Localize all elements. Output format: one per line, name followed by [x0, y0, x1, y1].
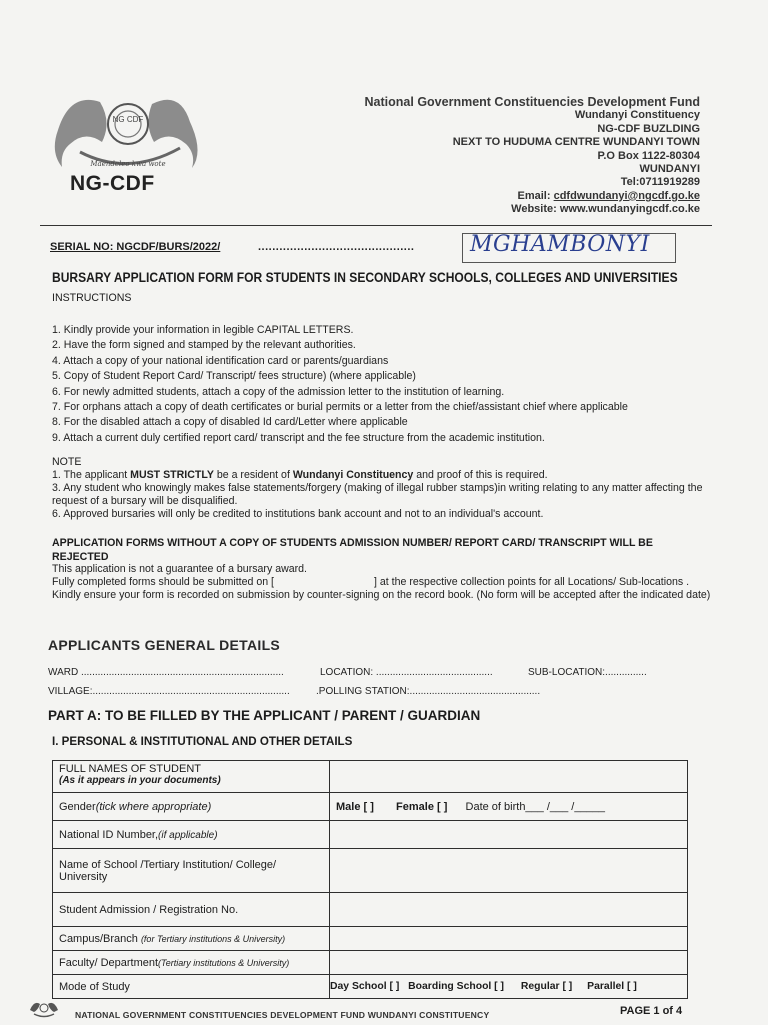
note-list — [52, 469, 712, 521]
table-row: National ID Number,(if applicable) — [53, 821, 688, 849]
day-school-checkbox[interactable]: Day School [ ] — [330, 981, 400, 992]
org-constituency: Wundanyi Constituency — [574, 109, 700, 122]
rejection-warning: APPLICATION FORMS WITHOUT A COPY OF STUDENTS ADMISSION NUMBER/ REPORT CARD/ TRANSCRIPT WILL BE REJECTED — [52, 537, 653, 563]
personal-details-table — [52, 760, 688, 999]
org-town: WUNDANYI — [639, 163, 700, 176]
org-website[interactable]: Website: www.wundanyingcdf.co.ke — [511, 203, 700, 216]
header-divider — [40, 225, 712, 226]
list-item: 9. Attach a current duly certified report card/ transcript and the fee structure from the academic institution. — [52, 431, 545, 444]
footer-logo-icon — [28, 1000, 60, 1020]
instructions-heading: INSTRUCTIONS — [52, 292, 132, 304]
list-item: 2. Have the form signed and stamped by the relevant authorities. — [52, 339, 356, 352]
note-item: 1. The applicant MUST STRICTLY be a resident of Wundanyi Constituency and proof of this is required. — [52, 469, 548, 481]
table-row: Faculty/ Department(Tertiary institutions & University) — [53, 951, 688, 975]
part-a-title: PART A: TO BE FILLED BY THE APPLICANT / PARENT / GUARDIAN — [48, 708, 481, 723]
table-row: Gender(tick where appropriate) Male [ ] Female [ ] Date of birth___ /___ /_____ — [53, 793, 688, 821]
svg-text:NG CDF: NG CDF — [112, 115, 144, 124]
footer-text: NATIONAL GOVERNMENT CONSTITUENCIES DEVELOPMENT FUND WUNDANYI CONSTITUENCY — [75, 1010, 490, 1020]
full-names-input[interactable] — [330, 761, 688, 793]
org-building: NG-CDF BUZLDING — [597, 122, 700, 135]
org-po-box: P.O Box 1122-80304 — [597, 149, 700, 162]
ward-field[interactable]: WARD ......................................................................... — [48, 667, 284, 678]
general-details-title: APPLICANTS GENERAL DETAILS — [48, 637, 281, 653]
regular-checkbox[interactable]: Regular [ ] — [520, 981, 573, 992]
school-input[interactable] — [330, 849, 688, 893]
list-item: 1. Kindly provide your information in legible CAPITAL LETTERS. — [52, 324, 354, 336]
faculty-input[interactable] — [330, 951, 688, 975]
sublocation-field[interactable]: SUB-LOCATION:............... — [528, 667, 647, 678]
list-item: 5. Copy of Student Report Card/ Transcript/ fees structure) (where applicable) — [52, 370, 416, 383]
instructions-list — [52, 323, 628, 446]
polling-station-field[interactable]: .POLLING STATION:............................................... — [316, 686, 541, 697]
org-location: NEXT TO HUDUMA CENTRE WUNDANYI TOWN — [452, 136, 700, 149]
table-row: Campus/Branch (for Tertiary institutions & University) — [53, 927, 688, 951]
location-field[interactable]: LOCATION: .......................................... — [320, 667, 493, 678]
table-row: Student Admission / Registration No. — [53, 893, 688, 927]
note-item: 6. Approved bursaries will only be credited to institutions bank account and not to an individual's account. — [52, 508, 544, 520]
submission-paragraph: This application is not a guarantee of a bursary award. Fully completed forms should be submitted on [ ] at the respective collection points for all Locations/ Sub-locations . Kindly ensure your form is recorded on submission by counter-signing on the record book. (No form will be accepted after the indicated date) — [52, 563, 711, 601]
list-item: 4. Attach a copy of your national identification card or parents/guardians — [52, 354, 389, 367]
org-email: Email: cdfdwundanyi@ngcdf.go.ke — [517, 189, 700, 202]
serial-dots: ............................................ — [258, 241, 415, 253]
form-title: BURSARY APPLICATION FORM FOR STUDENTS IN SECONDARY SCHOOLS, COLLEGES AND UNIVERSITIES — [52, 270, 678, 285]
female-checkbox[interactable]: Female [ ] — [396, 800, 448, 813]
table-row: Name of School /Tertiary Institution/ College/ University — [53, 849, 688, 893]
parallel-checkbox[interactable]: Parallel [ ] — [587, 981, 637, 992]
org-title: National Government Constituencies Development Fund — [364, 95, 700, 109]
email-link[interactable]: cdfdwundanyi@ngcdf.go.ke — [553, 189, 700, 202]
campus-input[interactable] — [330, 927, 688, 951]
list-item: 7. For orphans attach a copy of death certificates or burial permits or a letter from the chief/assistant chief where applicable — [52, 401, 628, 414]
logo-text: NG-CDF — [70, 172, 155, 195]
boarding-school-checkbox[interactable]: Boarding School [ ] — [408, 981, 504, 992]
table-row: Mode of Study Day School [ ] Boarding School [ ] Regular [ ] Parallel [ ] — [53, 975, 688, 999]
list-item: 8. For the disabled attach a copy of disabled Id card/Letter where applicable — [52, 416, 408, 429]
org-tel: Tel:0711919289 — [620, 176, 700, 189]
note-item: 3. Any student who knowingly makes false statements/forgery (making of illegal rubber stamps)in writing relating to any matter affecting the request of a bursary will be disqualified. — [52, 482, 703, 507]
village-field[interactable]: VILLAGE:....................................................................... — [48, 686, 290, 697]
handwritten-name: MGHAMBONYI — [470, 232, 650, 257]
male-checkbox[interactable]: Male [ ] — [336, 800, 374, 813]
admission-number-input[interactable] — [330, 893, 688, 927]
serial-label: SERIAL NO: NGCDF/BURS/2022/ — [50, 241, 221, 253]
list-item: 6. For newly admitted students, attach a copy of the admission letter to the institution of learning. — [52, 385, 505, 398]
section-i-title: I. PERSONAL & INSTITUTIONAL AND OTHER DETAILS — [52, 735, 353, 748]
svg-text:Maendeleo kwa wote: Maendeleo kwa wote — [90, 160, 166, 168]
page-number: PAGE 1 of 4 — [620, 1005, 683, 1017]
date-of-birth-field[interactable]: Date of birth___ /___ /_____ — [465, 800, 605, 813]
national-id-input[interactable] — [330, 821, 688, 849]
org-details — [365, 96, 700, 217]
note-heading: NOTE — [52, 456, 82, 468]
table-row: FULL NAMES OF STUDENT (As it appears in your documents) — [53, 761, 688, 793]
